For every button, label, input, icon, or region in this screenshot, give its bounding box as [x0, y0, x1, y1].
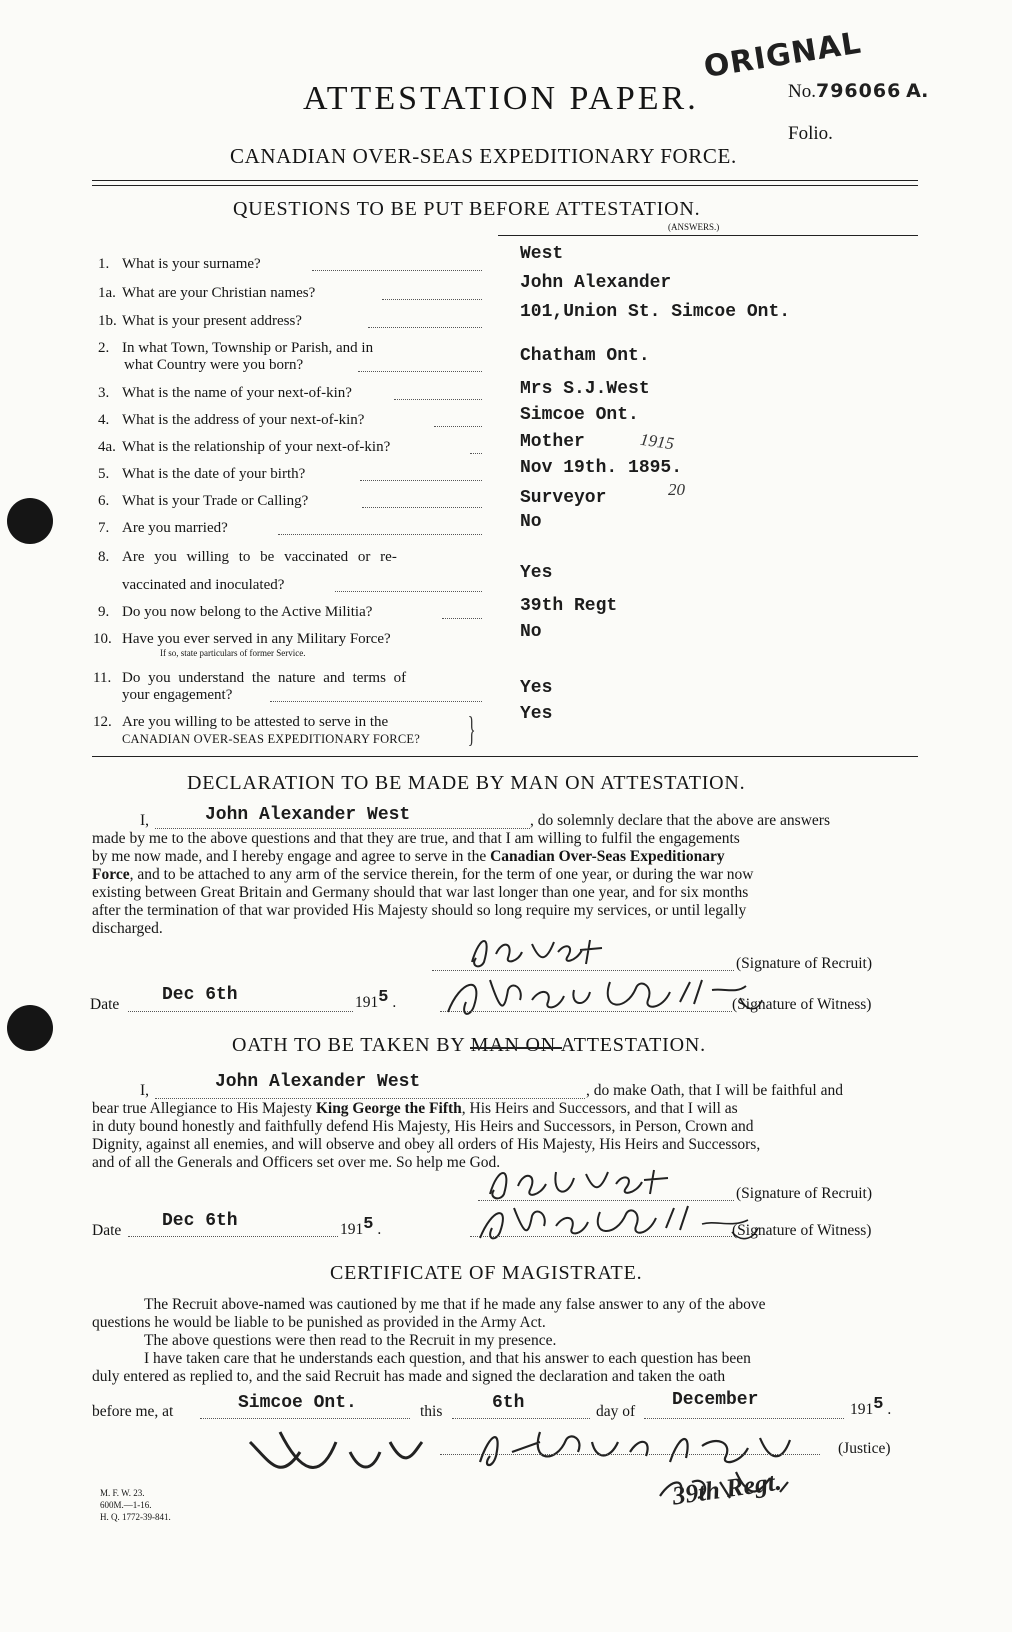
certificate-month: December — [672, 1390, 759, 1410]
q12-text-2: CANADIAN OVER-SEAS EXPEDITIONARY FORCE? — [122, 732, 420, 746]
oath-name: John Alexander West — [215, 1072, 421, 1092]
q1b-text: What is your present address? — [122, 313, 302, 329]
declaration-date-dots — [128, 1011, 353, 1012]
oath-date-dots — [128, 1236, 338, 1237]
declaration-heading: DECLARATION TO BE MADE BY MAN ON ATTESTATION. — [187, 772, 746, 794]
oath-year-digit: 5 — [363, 1215, 374, 1234]
q11-text-2: your engagement? — [122, 687, 233, 703]
q1b-answer: 101,Union St. Simcoe Ont. — [520, 302, 791, 322]
q1-text: What is your surname? — [122, 256, 261, 272]
declaration-line-5: existing between Great Britain and Germany should that war last longer than one year, and for six months — [92, 884, 749, 901]
q4a-number: 4a. — [98, 439, 116, 455]
header-rule-2 — [92, 185, 918, 186]
q7-answer: No — [520, 512, 542, 532]
q5-dots — [360, 480, 482, 481]
declaration-date-value: Dec 6th — [162, 985, 238, 1005]
q9-number: 9. — [98, 604, 110, 620]
oath-witness-sig-label: (Signature of Witness) — [732, 1222, 872, 1239]
certificate-year: 1915 . — [850, 1395, 892, 1418]
page-subtitle: CANADIAN OVER-SEAS EXPEDITIONARY FORCE. — [230, 144, 737, 168]
oath-heading: OATH TO BE TAKEN BY MAN ON ATTESTATION. — [232, 1034, 706, 1056]
punch-hole-top — [7, 498, 53, 544]
q2-answer: Chatham Ont. — [520, 346, 650, 366]
declaration-year-prefix: 191 — [355, 994, 379, 1011]
q1-answer: West — [520, 244, 564, 264]
form-code: M. F. W. 23. — [100, 1488, 145, 1498]
certificate-day-of-label: day of — [596, 1403, 636, 1420]
q4-dots — [434, 426, 482, 427]
document-number: 796066 — [815, 80, 902, 102]
certificate-regiment-note: 39th Regt. — [670, 1466, 784, 1511]
q12-number: 12. — [93, 714, 112, 730]
certificate-line-1: The Recruit above-named was cautioned by me that if he made any false answer to any of the above — [144, 1296, 766, 1313]
q10-note: If so, state particulars of former Service. — [160, 648, 306, 658]
declaration-line-2: made by me to the above questions and that they are true, and that I am willing to fulfil the engagements — [92, 830, 740, 847]
q3-text: What is the name of your next-of-kin? — [122, 385, 352, 401]
oath-date-label: Date — [92, 1222, 122, 1239]
certificate-this-label: this — [420, 1403, 443, 1420]
declaration-force-word: Force — [92, 866, 130, 883]
q1-number: 1. — [98, 256, 110, 272]
declaration-year: 1915 . — [355, 988, 397, 1011]
q8-text: Are you willing to be vaccinated or re- — [122, 549, 397, 565]
declaration-line-3 — [92, 848, 725, 866]
q6-number: 6. — [98, 493, 110, 509]
q8-number: 8. — [98, 549, 110, 565]
oath-line-3: in duty bound honestly and faithfully defend His Majesty, His Heirs and Successors, in Person, Crown and — [92, 1118, 754, 1135]
number-suffix: A. — [906, 80, 929, 102]
q11-text: Do you understand the nature and terms of — [122, 670, 407, 686]
q5-number: 5. — [98, 466, 110, 482]
certificate-year-digit: 5 — [873, 1395, 884, 1414]
oath-witness-sig-dots — [470, 1236, 732, 1237]
page-title: ATTESTATION PAPER. — [303, 80, 699, 117]
q11-number: 11. — [93, 670, 112, 686]
declaration-force-name: Canadian Over-Seas Expeditionary — [490, 848, 725, 865]
oath-line-2 — [92, 1100, 738, 1118]
q8-dots — [335, 591, 482, 592]
questions-heading: QUESTIONS TO BE PUT BEFORE ATTESTATION. — [233, 198, 701, 220]
q6-dots — [362, 507, 482, 508]
oath-recruit-sig-label: (Signature of Recruit) — [736, 1185, 873, 1202]
declaration-line-4 — [92, 866, 753, 884]
q5-text: What is the date of your birth? — [122, 466, 306, 482]
declaration-witness-sig-dots — [440, 1011, 732, 1012]
certificate-year-prefix: 191 — [850, 1401, 874, 1418]
q6-answer: Surveyor — [520, 488, 607, 508]
declaration-line-3a: by me now made, and I hereby engage and agree to serve in the — [92, 848, 491, 865]
certificate-before-label: before me, at — [92, 1403, 174, 1420]
oath-year-prefix: 191 — [340, 1221, 364, 1238]
header-rule-1 — [92, 180, 918, 181]
oath-line-5: and of all the Generals and Officers set over me. So help me God. — [92, 1154, 501, 1171]
certificate-line-4: I have taken care that he understands each question, and that his answer to each question has been — [144, 1350, 751, 1367]
q3-dots — [394, 399, 482, 400]
q1a-text: What are your Christian names? — [122, 285, 316, 301]
certificate-line-2: questions he would be liable to be punished as provided in the Army Act. — [92, 1314, 546, 1331]
q4a-answer: Mother — [520, 432, 585, 452]
answers-rule — [498, 235, 918, 236]
number-label — [788, 80, 928, 103]
q11-dots — [270, 701, 482, 702]
q3-number: 3. — [98, 385, 110, 401]
oath-king-name: King George the Fifth — [315, 1100, 462, 1117]
q9-answer: 39th Regt — [520, 596, 618, 616]
q4a-text: What is the relationship of your next-of-kin? — [122, 439, 391, 455]
q9-text: Do you now belong to the Active Militia? — [122, 604, 373, 620]
declaration-recruit-signature — [462, 932, 652, 972]
q5-answer: Nov 19th. 1895. — [520, 458, 683, 478]
oath-line-2a: bear true Allegiance to His Majesty — [92, 1100, 316, 1117]
declaration-witness-signature — [440, 970, 770, 1025]
punch-hole-bottom — [7, 1005, 53, 1051]
annotation-year: 1915 — [638, 429, 676, 454]
declaration-witness-sig-label: (Signature of Witness) — [732, 996, 872, 1013]
number-prefix: No. — [788, 81, 816, 102]
q7-text: Are you married? — [122, 520, 228, 536]
q2-text-2: what Country were you born? — [124, 357, 304, 373]
q1a-answer: John Alexander — [520, 273, 672, 293]
certificate-line-5: duly entered as replied to, and the said Recruit has made and signed the declaration and taken the oath — [92, 1368, 726, 1385]
print-run: 600M.—1-16. — [100, 1500, 152, 1510]
q2-text: In what Town, Township or Parish, and in — [122, 340, 374, 356]
oath-line-1: , do make Oath, that I will be faithful and — [586, 1082, 843, 1099]
q1b-dots — [368, 327, 482, 328]
q8-text-2: vaccinated and inoculated? — [122, 577, 285, 593]
declaration-year-digit: 5 — [378, 988, 389, 1007]
q7-number: 7. — [98, 520, 110, 536]
annotation-age: 20 — [668, 480, 685, 499]
q1a-dots — [382, 299, 482, 300]
q7-dots — [278, 534, 482, 535]
q12-brace: } — [467, 709, 476, 749]
oath-witness-signature — [470, 1198, 770, 1248]
certificate-day: 6th — [492, 1393, 525, 1413]
declaration-line-4b: , and to be attached to any arm of the service therein, for the term of one year, or during the war now — [129, 866, 754, 883]
certificate-heading: CERTIFICATE OF MAGISTRATE. — [330, 1262, 643, 1284]
declaration-recruit-sig-label: (Signature of Recruit) — [736, 955, 873, 972]
declaration-i: I, — [140, 812, 150, 829]
q12-text: Are you willing to be attested to serve in the — [122, 714, 389, 730]
q1b-number: 1b. — [98, 313, 117, 329]
magistrate-signature — [240, 1412, 910, 1502]
certificate-place: Simcoe Ont. — [238, 1393, 357, 1413]
magistrate-sig-dots — [440, 1454, 820, 1455]
q3-answer: Mrs S.J.West — [520, 379, 650, 399]
q4-text: What is the address of your next-of-kin? — [122, 412, 365, 428]
q4-number: 4. — [98, 412, 110, 428]
q6-text: What is your Trade or Calling? — [122, 493, 309, 509]
q11-answer: Yes — [520, 678, 553, 698]
declaration-line-6: after the termination of that war provided His Majesty should so long require my services, or until legally — [92, 902, 747, 919]
oath-line-2c: , His Heirs and Successors, and that I will as — [461, 1100, 738, 1117]
original-stamp: ORIGNAL — [701, 25, 864, 85]
q10-text: Have you ever served in any Military Force? — [122, 631, 391, 647]
certificate-line-3: The above questions were then read to the Recruit in my presence. — [144, 1332, 557, 1349]
q1a-number: 1a. — [98, 285, 116, 301]
q2-number: 2. — [98, 340, 110, 356]
q10-answer: No — [520, 622, 542, 642]
declaration-date-label: Date — [90, 996, 120, 1013]
declaration-name: John Alexander West — [205, 805, 411, 825]
folio-label: Folio. — [788, 123, 833, 144]
certificate-justice-label: (Justice) — [838, 1440, 891, 1457]
q12-answer: Yes — [520, 704, 553, 724]
oath-line-4: Dignity, against all enemies, and will observe and obey all orders of His Majesty, His Heirs and Successors, — [92, 1136, 761, 1153]
declaration-line-1: , do solemnly declare that the above are answers — [530, 812, 830, 829]
oath-heading-strike — [470, 1047, 562, 1049]
q10-number: 10. — [93, 631, 112, 647]
oath-name-dots — [155, 1098, 585, 1099]
q4-answer: Simcoe Ont. — [520, 405, 639, 425]
oath-i: I, — [140, 1082, 150, 1099]
answers-label: (ANSWERS.) — [668, 222, 720, 232]
q1-dots — [312, 270, 482, 271]
q8-answer: Yes — [520, 563, 553, 583]
q9-dots — [442, 618, 482, 619]
oath-year: 1915 . — [340, 1215, 382, 1238]
oath-date-value: Dec 6th — [162, 1211, 238, 1231]
q4a-dots — [470, 453, 482, 454]
declaration-line-7: discharged. — [92, 920, 163, 937]
hq-reference: H. Q. 1772-39-841. — [100, 1512, 171, 1522]
declaration-name-dots — [155, 828, 530, 829]
questions-bottom-rule — [92, 756, 918, 757]
q2-dots — [358, 371, 482, 372]
